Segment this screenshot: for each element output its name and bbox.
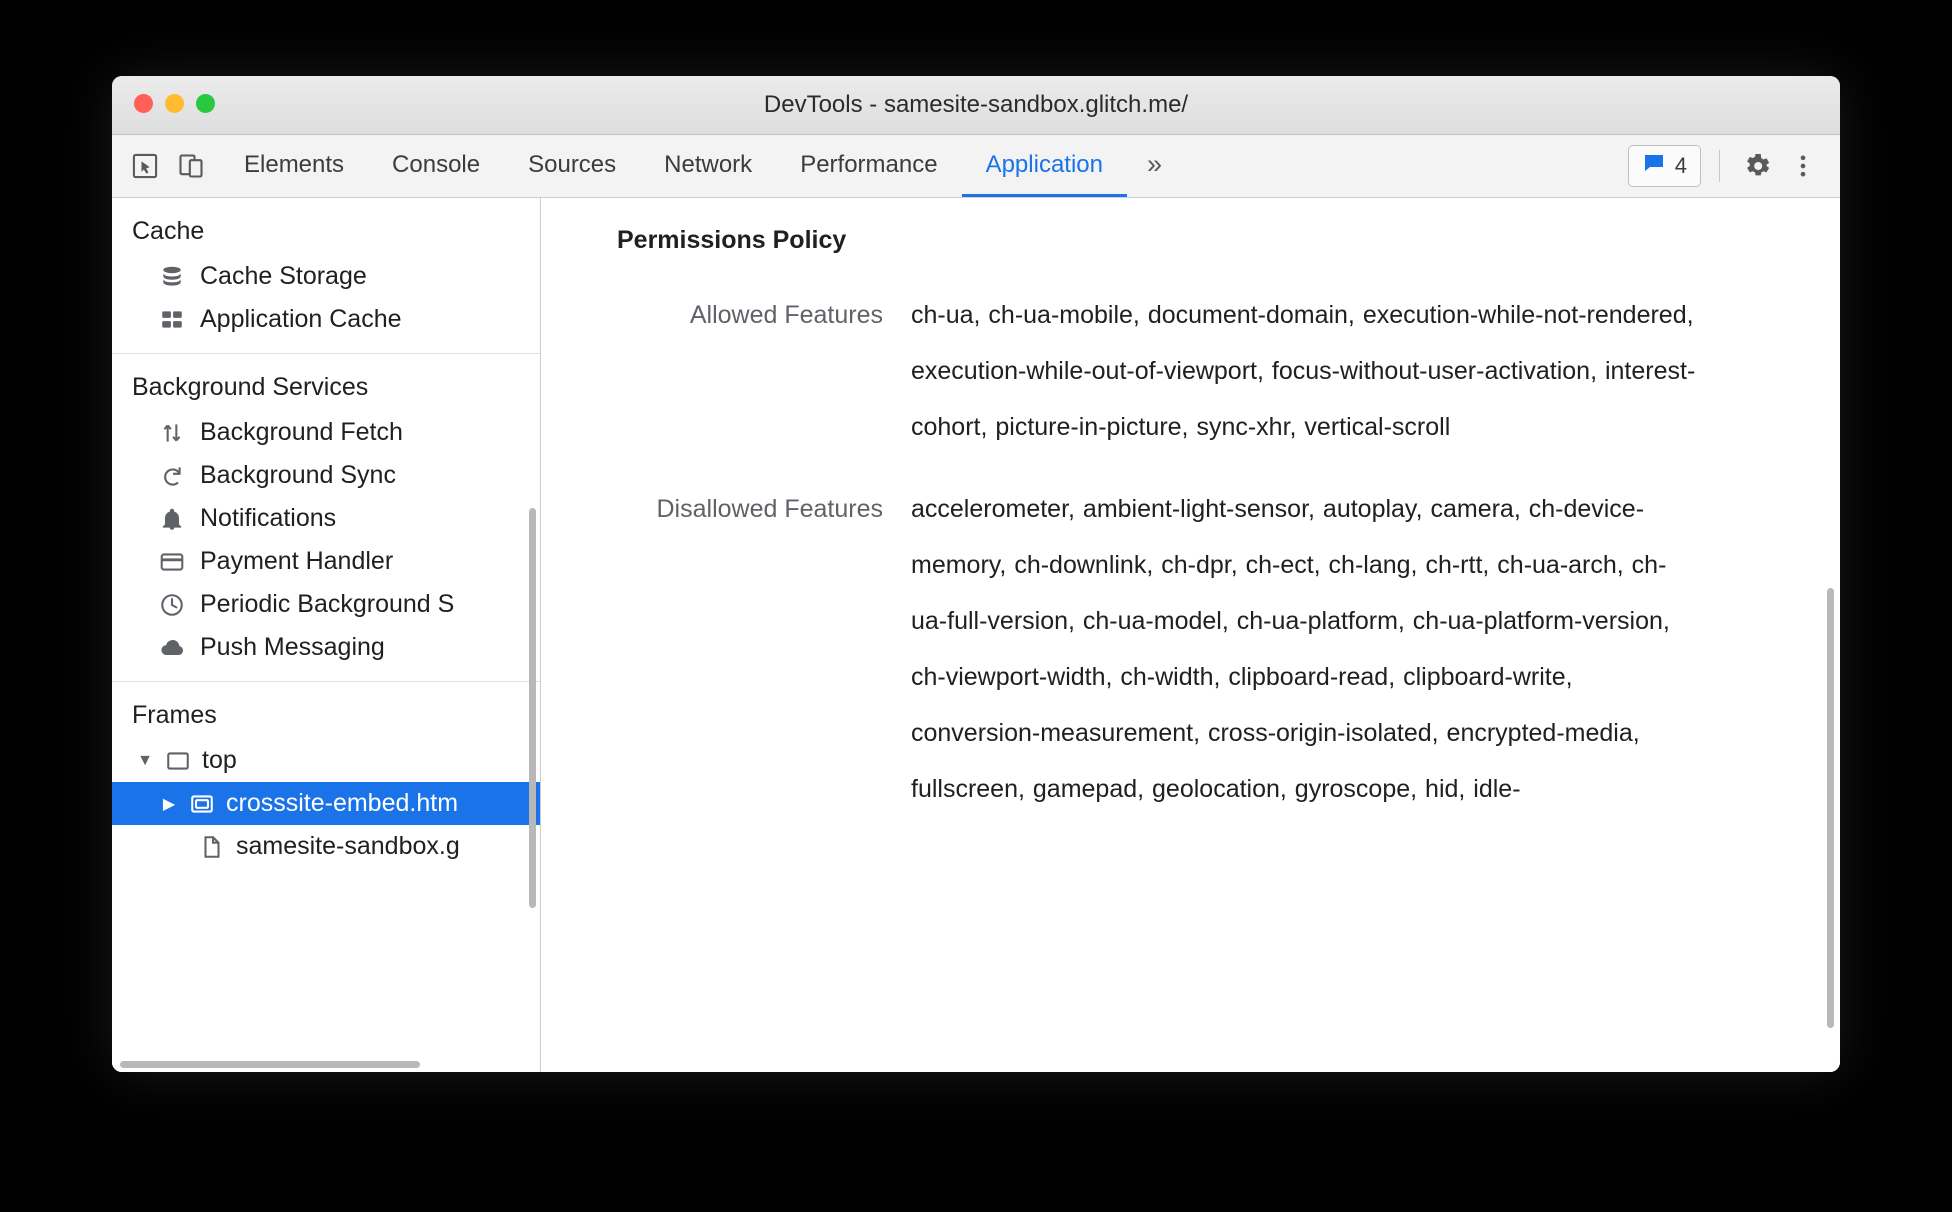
panel-tabs[interactable] xyxy=(220,135,1182,197)
sidebar-item-background-sync[interactable] xyxy=(112,454,540,497)
allowed-features-label: Allowed Features xyxy=(689,301,883,329)
gear-icon[interactable] xyxy=(1738,147,1776,185)
allowed-features-row xyxy=(541,287,1840,455)
sidebar-group-cache xyxy=(112,198,540,341)
allowed-features-value: ch-ua, ch-ua-mobile, document-domain, execution-while-not-rendered, execution-while-out-of-viewport, focus-without-user-activation, interest-cohort, picture-in-picture, sync-xhr, vertical-scroll xyxy=(911,301,1696,441)
tab-performance[interactable]: Performance xyxy=(800,150,938,178)
sidebar-item-label: Application Cache xyxy=(200,305,402,333)
sidebar-item-periodic-background-sync[interactable] xyxy=(112,583,540,626)
tab-sources[interactable]: Sources xyxy=(528,150,617,178)
arrows-updown-icon xyxy=(158,419,186,447)
iframe-icon xyxy=(188,790,216,818)
sidebar-item-cache-storage[interactable] xyxy=(112,255,540,298)
sidebar-item-label: Payment Handler xyxy=(200,547,394,575)
disallowed-features-row xyxy=(541,481,1840,817)
kebab-menu-icon[interactable] xyxy=(1784,147,1822,185)
cloud-icon xyxy=(158,634,186,662)
devtools-window xyxy=(112,76,1840,1072)
sidebar-item-label: Background Fetch xyxy=(200,418,403,446)
chevron-down-icon[interactable]: ▼ xyxy=(137,751,153,769)
credit-card-icon xyxy=(158,548,186,576)
disallowed-features-value: accelerometer, ambient-light-sensor, autoplay, camera, ch-device-memory, ch-downlink, ch-dpr, ch-ect, ch-lang, ch-rtt, ch-ua-arch, ch-ua-full-version, ch-ua-model, ch-ua-platform, ch-ua-platform-version, ch-viewport-width, ch-width, clipboard-read, clipboard-write, conversion-measurement, cross-origin-isolated, encrypted-media, fullscreen, gamepad, geolocation, gyroscope, hid, idle- xyxy=(911,495,1670,803)
frame-icon xyxy=(164,747,192,775)
sidebar-item-label: Push Messaging xyxy=(200,633,385,661)
sidebar-item-application-cache[interactable] xyxy=(112,298,540,341)
sidebar-item-notifications[interactable] xyxy=(112,497,540,540)
sidebar-group-frames xyxy=(112,682,540,868)
frame-tree-item-label: top xyxy=(202,746,237,774)
tab-console[interactable]: Console xyxy=(392,150,481,178)
more-tabs-button[interactable]: » xyxy=(1147,149,1163,179)
sidebar-item-payment-handler[interactable] xyxy=(112,540,540,583)
frame-tree-item-top[interactable] xyxy=(112,739,540,782)
sidebar-item-background-fetch[interactable] xyxy=(112,411,540,454)
sidebar-item-push-messaging[interactable] xyxy=(112,626,540,669)
tab-network[interactable]: Network xyxy=(664,150,753,178)
application-sidebar[interactable] xyxy=(112,198,541,1072)
disallowed-features-label: Disallowed Features xyxy=(656,495,883,523)
bell-icon xyxy=(158,505,186,533)
toolbar-divider xyxy=(1719,150,1720,182)
tab-elements[interactable]: Elements xyxy=(244,150,345,178)
application-panel xyxy=(112,198,1840,1072)
sidebar-item-label: Notifications xyxy=(200,504,337,532)
content-vertical-scrollbar[interactable] xyxy=(1827,588,1834,1028)
sync-refresh-icon xyxy=(158,462,186,490)
inspect-cursor-icon[interactable] xyxy=(130,151,160,181)
clock-icon xyxy=(158,591,186,619)
permissions-policy-view xyxy=(541,198,1840,1072)
issues-message-icon xyxy=(1642,151,1666,181)
devtools-toolbar xyxy=(112,135,1840,198)
frame-tree-item-label: crosssite-embed.htm xyxy=(226,789,459,817)
chevron-right-icon[interactable]: ▶ xyxy=(162,795,176,813)
database-icon xyxy=(158,263,186,291)
grid-icon xyxy=(158,306,186,334)
window-title: DevTools - samesite-sandbox.glitch.me/ xyxy=(763,91,1189,118)
issues-count: 4 xyxy=(1674,153,1687,178)
sidebar-vertical-scrollbar[interactable] xyxy=(529,508,536,908)
frame-tree-item-label: samesite-sandbox.g xyxy=(236,832,460,860)
window-titlebar xyxy=(112,76,1840,135)
tab-application[interactable]: Application xyxy=(962,135,1127,197)
device-toolbar-icon[interactable] xyxy=(176,151,206,181)
sidebar-group-background-services xyxy=(112,354,540,669)
document-icon xyxy=(198,833,226,861)
sidebar-item-label: Cache Storage xyxy=(200,262,367,290)
sidebar-group-header-background-services: Background Services xyxy=(132,373,369,401)
frame-tree-item-samesite-sandbox[interactable] xyxy=(112,825,540,868)
sidebar-group-header-frames: Frames xyxy=(132,701,217,729)
toolbar-left-icons xyxy=(112,135,220,197)
sidebar-group-header-cache: Cache xyxy=(132,217,205,245)
toolbar-right xyxy=(1628,135,1840,197)
sidebar-item-label: Background Sync xyxy=(200,461,396,489)
frame-tree-item-crosssite-embed[interactable] xyxy=(112,782,540,825)
sidebar-item-label: Periodic Background S xyxy=(200,590,455,618)
page-title: Permissions Policy xyxy=(617,226,847,254)
sidebar-horizontal-scrollbar[interactable] xyxy=(120,1061,420,1068)
issues-button[interactable] xyxy=(1628,145,1701,187)
